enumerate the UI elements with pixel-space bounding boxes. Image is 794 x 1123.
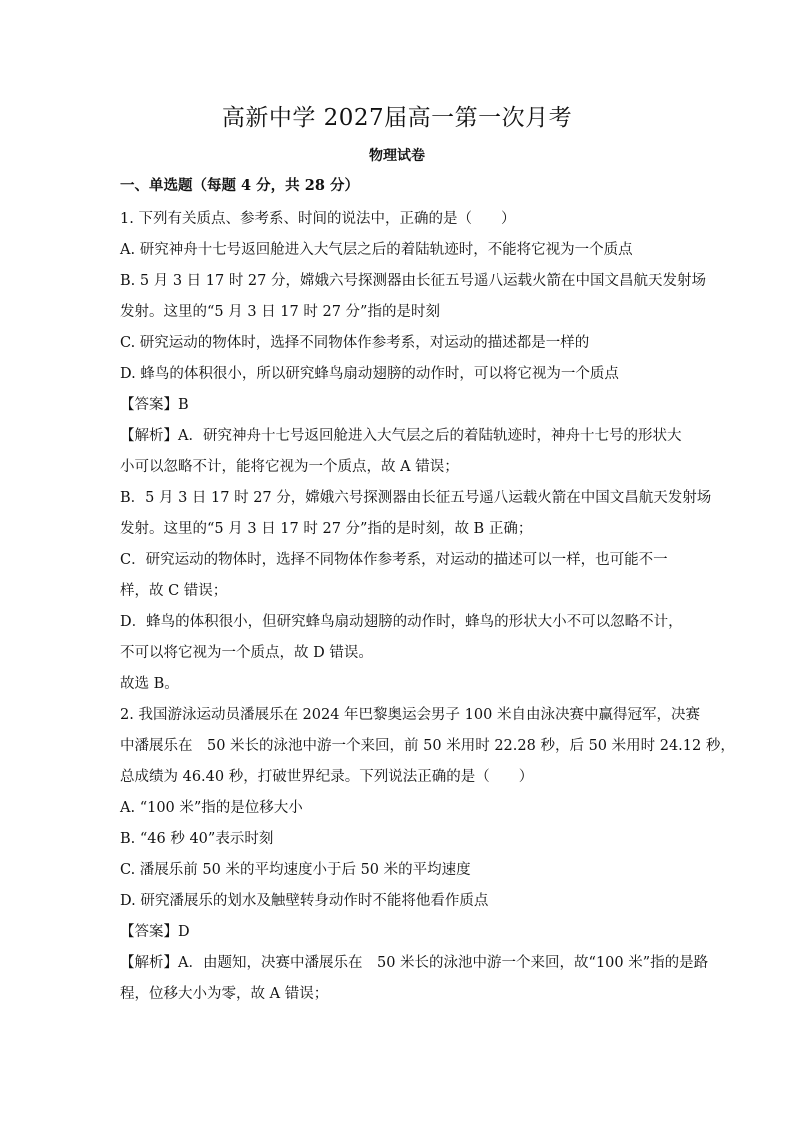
q2-option-d: D. 研究潘展乐的划水及触壁转身动作时不能将他看作质点 xyxy=(120,893,489,909)
q2-option-c: C. 潘展乐前 50 米的平均速度小于后 50 米的平均速度 xyxy=(120,862,471,878)
q1-conclusion: 故选 B。 xyxy=(120,676,179,692)
q2-option-a: A. “100 米”指的是位移大小 xyxy=(120,800,303,816)
question-content xyxy=(120,204,735,1010)
q2-stem-cont1: 中潘展乐在 50 米长的泳池中游一个来回，前 50 米用时 22.28 秒，后 50 米用时 24.12 秒， xyxy=(120,738,735,754)
q1-analysis-b: B．5 月 3 日 17 时 27 分，嫦娥六号探测器由长征五号遥八运载火箭在中国文昌航天发射场 xyxy=(120,490,712,506)
q1-analysis-d-cont: 不可以将它视为一个质点，故 D 错误。 xyxy=(120,645,373,661)
q1-analysis-c: C．研究运动的物体时，选择不同物体作参考系，对运动的描述可以一样，也可能不一 xyxy=(120,552,668,568)
q1-option-b-cont: 发射。这里的“5 月 3 日 17 时 27 分”指的是时刻 xyxy=(120,304,440,320)
q1-analysis-a: 【解析】A．研究神舟十七号返回舱进入大气层之后的着陆轨迹时，神舟十七号的形状大 xyxy=(120,428,682,444)
q1-analysis-d: D．蜂鸟的体积很小，但研究蜂鸟扇动翅膀的动作时，蜂鸟的形状大小不可以忽略不计， xyxy=(120,614,683,630)
exam-subtitle: 物理试卷 xyxy=(369,148,425,164)
q1-stem: 1. 下列有关质点、参考系、时间的说法中，正确的是（ ） xyxy=(120,211,516,227)
q1-analysis-a-cont: 小可以忽略不计，能将它视为一个质点，故 A 错误； xyxy=(120,459,459,475)
section-heading: 一、单选题（每题 4 分，共 28 分） xyxy=(120,177,359,194)
q1-answer: 【答案】B xyxy=(120,397,189,413)
q1-option-c: C. 研究运动的物体时，选择不同物体作参考系，对运动的描述都是一样的 xyxy=(120,335,590,351)
q1-option-d: D. 蜂鸟的体积很小，所以研究蜂鸟扇动翅膀的动作时，可以将它视为一个质点 xyxy=(120,366,619,382)
q1-option-b: B. 5 月 3 日 17 时 27 分，嫦娥六号探测器由长征五号遥八运载火箭在中国文昌航天发射场 xyxy=(120,273,706,289)
q1-analysis-b-cont: 发射。这里的“5 月 3 日 17 时 27 分”指的是时刻，故 B 正确； xyxy=(120,521,533,537)
q2-answer: 【答案】D xyxy=(120,924,190,940)
q2-analysis-a: 【解析】A．由题知，决赛中潘展乐在 50 米长的泳池中游一个来回，故“100 米”指的是路 xyxy=(120,955,709,971)
q2-analysis-a-cont: 程，位移大小为零，故 A 错误； xyxy=(120,986,329,1002)
q2-stem: 2. 我国游泳运动员潘展乐在 2024 年巴黎奥运会男子 100 米自由泳决赛中赢得冠军，决赛 xyxy=(120,707,700,723)
q1-option-a: A. 研究神舟十七号返回舱进入大气层之后的着陆轨迹时，不能将它视为一个质点 xyxy=(120,242,633,258)
q1-analysis-c-cont: 样，故 C 错误； xyxy=(120,583,228,599)
q2-option-b: B. “46 秒 40”表示时刻 xyxy=(120,831,274,847)
q2-stem-cont2: 总成绩为 46.40 秒，打破世界纪录。下列说法正确的是（ ） xyxy=(120,769,534,785)
exam-title: 高新中学 2027届高一第一次月考 xyxy=(221,105,573,131)
